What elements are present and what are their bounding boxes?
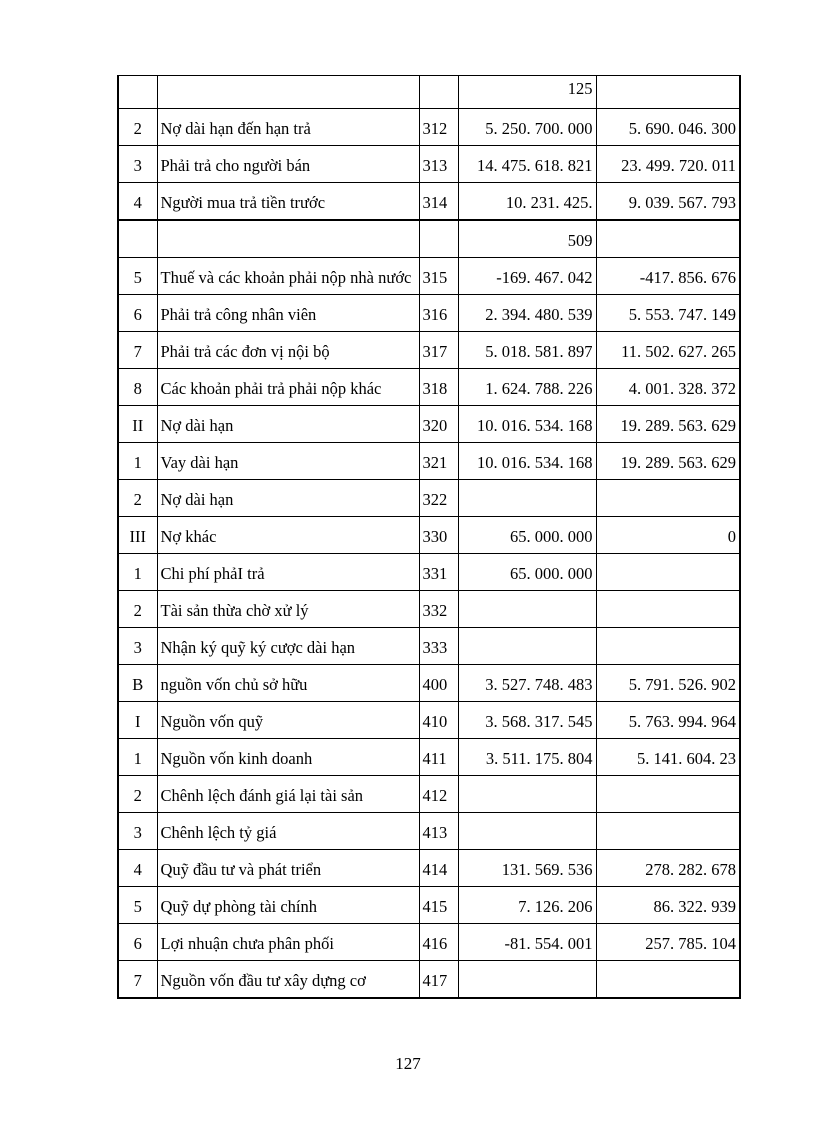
row-value-end-cell [596,591,740,628]
row-index-cell: I [118,702,157,739]
row-value-end-cell: 257. 785. 104 [596,924,740,961]
row-index-cell: 3 [118,813,157,850]
row-code-cell: 321 [419,443,458,480]
table-body [118,76,740,999]
table-row [118,146,740,183]
row-name-cell: Phải trả công nhân viên [157,295,419,332]
row-index-cell: 1 [118,443,157,480]
table-row [118,850,740,887]
row-index-cell: 3 [118,146,157,183]
row-value-start-cell: 1. 624. 788. 226 [458,369,596,406]
row-name-cell: Quỹ đầu tư và phát triển [157,850,419,887]
row-code-cell: 322 [419,480,458,517]
row-index-cell: 4 [118,183,157,221]
row-value-end-cell [596,813,740,850]
row-value-start-cell: 3. 527. 748. 483 [458,665,596,702]
table-row [118,776,740,813]
row-code-cell: 314 [419,183,458,221]
row-value-end-cell: 0 [596,517,740,554]
row-value-end-cell [596,220,740,258]
row-value-end-cell: 23. 499. 720. 011 [596,146,740,183]
row-name-cell: Vay dài hạn [157,443,419,480]
row-index-cell: 5 [118,258,157,295]
row-name-cell: Chi phí phảI trả [157,554,419,591]
row-value-start-cell: 10. 231. 425. [458,183,596,221]
table-row [118,76,740,109]
row-code-cell: 330 [419,517,458,554]
row-code-cell: 412 [419,776,458,813]
row-name-cell: Nợ khác [157,517,419,554]
table-row [118,961,740,999]
row-value-start-cell: 65. 000. 000 [458,517,596,554]
row-value-end-cell: 278. 282. 678 [596,850,740,887]
row-value-end-cell: -417. 856. 676 [596,258,740,295]
table-row [118,258,740,295]
table-row [118,554,740,591]
row-index-cell: 3 [118,628,157,665]
row-value-end-cell: 5. 553. 747. 149 [596,295,740,332]
row-code-cell: 315 [419,258,458,295]
row-value-start-cell [458,813,596,850]
row-value-end-cell: 4. 001. 328. 372 [596,369,740,406]
row-index-cell: III [118,517,157,554]
row-value-start-cell: 3. 568. 317. 545 [458,702,596,739]
table-row [118,739,740,776]
row-value-start-cell [458,628,596,665]
table-row [118,591,740,628]
row-index-cell: II [118,406,157,443]
row-name-cell: Thuế và các khoản phải nộp nhà nước [157,258,419,295]
row-code-cell: 332 [419,591,458,628]
row-value-start-cell: 125 [458,76,596,109]
row-value-start-cell: 2. 394. 480. 539 [458,295,596,332]
table-row [118,924,740,961]
row-index-cell: 2 [118,591,157,628]
row-index-cell [118,220,157,258]
row-value-start-cell [458,961,596,999]
row-code-cell: 413 [419,813,458,850]
row-name-cell: Nhận ký quỹ ký cược dài hạn [157,628,419,665]
row-code-cell: 312 [419,109,458,146]
row-value-end-cell: 9. 039. 567. 793 [596,183,740,221]
row-code-cell [419,76,458,109]
row-code-cell: 417 [419,961,458,999]
table-row [118,295,740,332]
table-row [118,443,740,480]
row-code-cell: 411 [419,739,458,776]
row-index-cell: 1 [118,554,157,591]
row-name-cell: Nguồn vốn quỹ [157,702,419,739]
row-value-end-cell [596,628,740,665]
row-name-cell: Các khoản phải trả phải nộp khác [157,369,419,406]
row-value-start-cell: 7. 126. 206 [458,887,596,924]
row-value-end-cell: 19. 289. 563. 629 [596,443,740,480]
row-value-start-cell [458,591,596,628]
row-code-cell: 318 [419,369,458,406]
row-name-cell: Nợ dài hạn đến hạn trả [157,109,419,146]
row-code-cell [419,220,458,258]
row-code-cell: 317 [419,332,458,369]
row-index-cell: 5 [118,887,157,924]
row-value-start-cell [458,480,596,517]
row-name-cell: Chênh lệch đánh giá lại tài sản [157,776,419,813]
row-code-cell: 333 [419,628,458,665]
row-name-cell: Tài sản thừa chờ xử lý [157,591,419,628]
row-index-cell: 6 [118,924,157,961]
row-value-start-cell: 10. 016. 534. 168 [458,406,596,443]
row-code-cell: 410 [419,702,458,739]
row-index-cell: 6 [118,295,157,332]
row-name-cell: nguồn vốn chủ sở hữu [157,665,419,702]
row-value-end-cell: 5. 791. 526. 902 [596,665,740,702]
row-value-start-cell: -81. 554. 001 [458,924,596,961]
row-value-end-cell [596,776,740,813]
row-code-cell: 414 [419,850,458,887]
row-name-cell: Phải trả các đơn vị nội bộ [157,332,419,369]
row-code-cell: 331 [419,554,458,591]
table-row [118,813,740,850]
row-name-cell [157,76,419,109]
row-value-end-cell [596,961,740,999]
row-name-cell: Người mua trả tiền trước [157,183,419,221]
table-row [118,887,740,924]
row-code-cell: 316 [419,295,458,332]
row-value-start-cell: 10. 016. 534. 168 [458,443,596,480]
row-index-cell: 7 [118,961,157,999]
row-value-start-cell: 5. 250. 700. 000 [458,109,596,146]
row-index-cell: 4 [118,850,157,887]
row-index-cell: 8 [118,369,157,406]
row-value-end-cell: 86. 322. 939 [596,887,740,924]
page-number: 127 [395,1054,421,1073]
row-value-start-cell: 14. 475. 618. 821 [458,146,596,183]
row-value-end-cell: 5. 141. 604. 23 [596,739,740,776]
row-value-end-cell: 5. 763. 994. 964 [596,702,740,739]
row-name-cell: Chênh lệch tỷ giá [157,813,419,850]
row-value-start-cell: 509 [458,220,596,258]
row-value-end-cell: 19. 289. 563. 629 [596,406,740,443]
row-value-start-cell: -169. 467. 042 [458,258,596,295]
row-value-end-cell: 11. 502. 627. 265 [596,332,740,369]
row-index-cell: 2 [118,109,157,146]
row-value-start-cell: 3. 511. 175. 804 [458,739,596,776]
row-index-cell: 7 [118,332,157,369]
table-row [118,628,740,665]
row-value-start-cell: 65. 000. 000 [458,554,596,591]
table-row [118,332,740,369]
row-name-cell: Nguồn vốn kinh doanh [157,739,419,776]
table-row [118,109,740,146]
row-value-end-cell [596,480,740,517]
table-row [118,183,740,221]
table-row [118,220,740,258]
table-row [118,702,740,739]
row-code-cell: 400 [419,665,458,702]
row-index-cell: B [118,665,157,702]
row-name-cell: Nợ dài hạn [157,480,419,517]
table-row [118,406,740,443]
row-name-cell: Nguồn vốn đầu tư xây dựng cơ [157,961,419,999]
row-name-cell: Quỹ dự phòng tài chính [157,887,419,924]
table-row [118,665,740,702]
row-value-end-cell [596,554,740,591]
row-value-end-cell: 5. 690. 046. 300 [596,109,740,146]
row-index-cell: 2 [118,480,157,517]
row-value-start-cell: 131. 569. 536 [458,850,596,887]
row-value-end-cell [596,76,740,109]
row-code-cell: 320 [419,406,458,443]
row-name-cell: Nợ dài hạn [157,406,419,443]
row-code-cell: 415 [419,887,458,924]
table-row [118,517,740,554]
row-name-cell: Lợi nhuận chưa phân phối [157,924,419,961]
row-index-cell [118,76,157,109]
row-name-cell [157,220,419,258]
balance-sheet-table [117,75,741,999]
row-code-cell: 416 [419,924,458,961]
row-index-cell: 1 [118,739,157,776]
row-index-cell: 2 [118,776,157,813]
row-value-start-cell: 5. 018. 581. 897 [458,332,596,369]
row-value-start-cell [458,776,596,813]
row-name-cell: Phải trả cho người bán [157,146,419,183]
row-code-cell: 313 [419,146,458,183]
table-row [118,369,740,406]
table-row [118,480,740,517]
